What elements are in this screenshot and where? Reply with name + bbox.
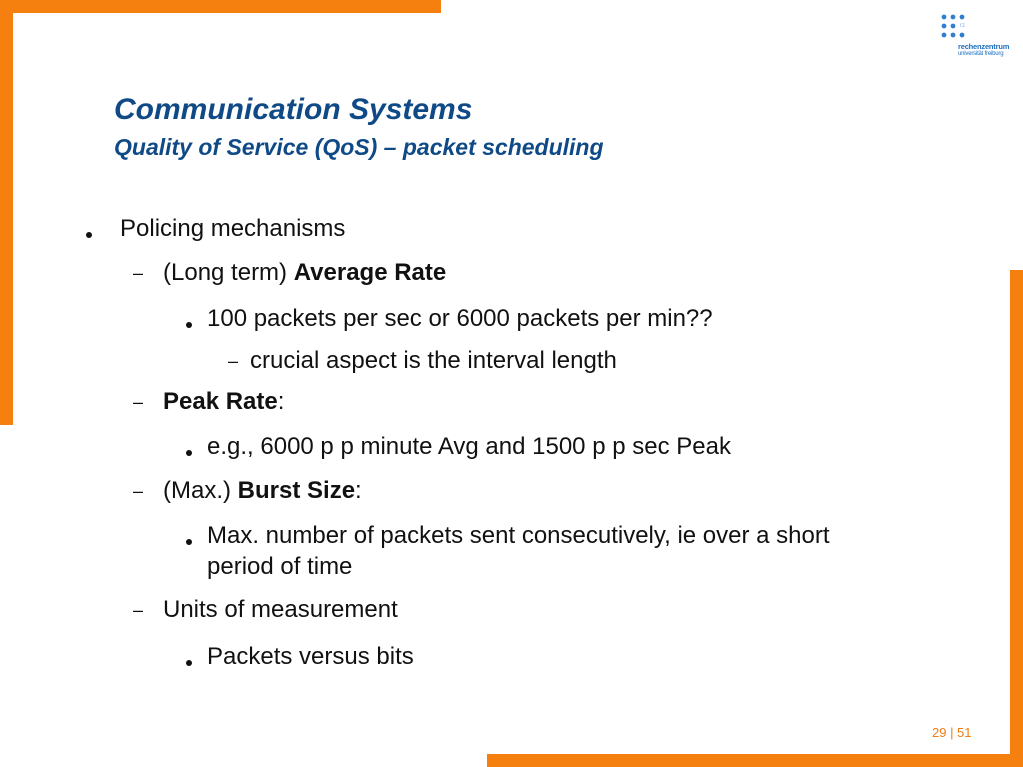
bullet-interval-length: crucial aspect is the interval length [250, 347, 617, 374]
slide-subtitle: Quality of Service (QoS) – packet scheduling [114, 134, 604, 160]
university-logo [938, 14, 1014, 60]
bullet-burst-size-line-2: period of time [207, 553, 353, 580]
logo-rz-mark: rz [960, 23, 965, 29]
burst-size-suffix: : [355, 477, 362, 504]
bullet-average-rate [163, 258, 446, 288]
dash-marker-icon: – [133, 263, 144, 283]
average-rate-prefix: (Long term) [163, 259, 294, 286]
bullet-burst-size [163, 476, 362, 506]
bullet-dot-icon [186, 539, 192, 545]
peak-rate-suffix: : [277, 388, 285, 415]
dash-marker-icon: – [228, 351, 239, 371]
bullet-dot-icon [186, 322, 192, 328]
average-rate-label: Average Rate [293, 259, 447, 286]
dash-marker-icon: – [133, 600, 144, 620]
burst-size-label: Burst Size [237, 477, 356, 504]
bullet-burst-size-line-1: Max. number of packets sent consecutively, ie over a short [207, 522, 830, 549]
burst-size-prefix: (Max.) [163, 477, 238, 504]
logo-line-1: rechenzentrum [958, 42, 1010, 51]
peak-rate-label: Peak Rate [163, 388, 278, 415]
bullet-policing: Policing mechanisms [120, 215, 346, 242]
right-accent-bar [1010, 270, 1023, 767]
top-accent-bar [0, 0, 441, 13]
dash-marker-icon: – [133, 481, 144, 501]
bullet-dot-icon [186, 450, 192, 456]
slide-title: Communication Systems [114, 93, 473, 126]
bullet-peak-rate [163, 387, 284, 417]
dot-grid-icon [940, 14, 970, 44]
bottom-accent-bar [487, 754, 1023, 767]
logo-line-2: universität freiburg [958, 51, 1004, 57]
bullet-units-example: Packets versus bits [207, 643, 414, 670]
dash-marker-icon: – [133, 392, 144, 412]
bullet-units: Units of measurement [163, 596, 398, 623]
left-accent-bar [0, 0, 13, 425]
bullet-average-rate-example: 100 packets per sec or 6000 packets per min?? [207, 305, 713, 332]
bullet-dot-icon [186, 660, 192, 666]
page-number: 29 | 51 [932, 725, 972, 740]
bullet-peak-rate-example: e.g., 6000 p p minute Avg and 1500 p p sec Peak [207, 433, 731, 460]
bullet-dot-icon [86, 232, 92, 238]
